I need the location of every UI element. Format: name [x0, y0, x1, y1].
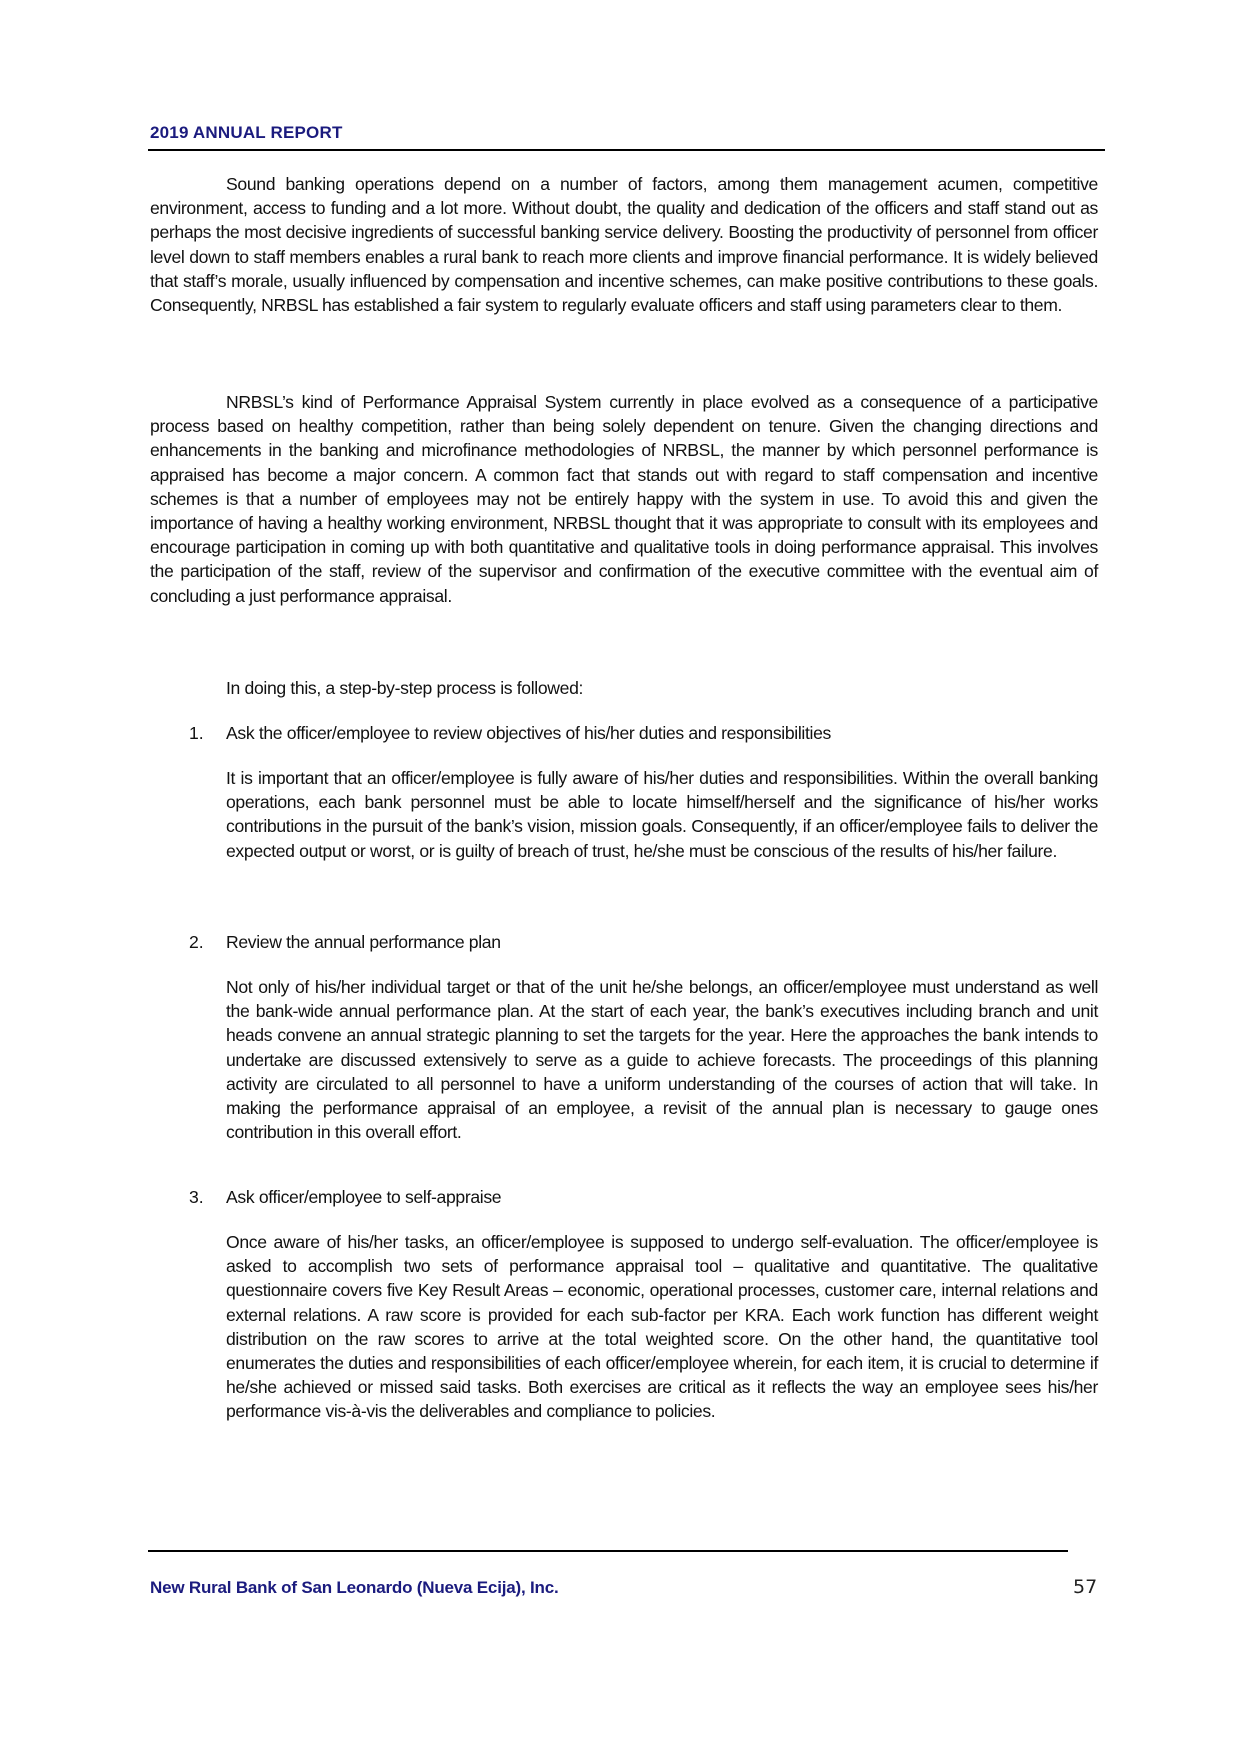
footer-organization-name: New Rural Bank of San Leonardo (Nueva Ecija), Inc.: [150, 1578, 559, 1597]
step-3-text: Once aware of his/her tasks, an officer/employee is supposed to undergo self-evaluation. The officer/employee is asked to accomplish two sets of performance appraisal tool – qualitative and quantitative. The qualitative questionnaire covers five Key Result Areas – economic, operational processes, customer care, internal relations and external relations. A raw score is provided for each sub-factor per KRA. Each work function has different weight distribution on the raw scores to arrive at the total weighted score. On the other hand, the quantitative tool enumerates the duties and responsibilities of each officer/employee wherein, for each item, it is crucial to determine if he/she achieved or missed said tasks. Both exercises are critical as it reflects the way an employee sees his/her performance vis-à-vis the deliverables and compliance to policies.: [226, 1232, 1098, 1422]
header-rule: [148, 149, 1105, 151]
step-3-heading: Ask officer/employee to self-appraise: [226, 1187, 502, 1207]
step-2-heading: Review the annual performance plan: [226, 932, 501, 952]
step-1-number: 1.: [189, 723, 204, 743]
page-number: 57: [1073, 1576, 1098, 1598]
running-header-title: 2019 ANNUAL REPORT: [150, 123, 343, 142]
step-3-number: 3.: [189, 1187, 204, 1207]
step-1-heading: Ask the officer/employee to review objectives of his/her duties and responsibilities: [226, 723, 831, 743]
step-2-number: 2.: [189, 932, 204, 952]
footer-rule: [148, 1550, 1068, 1552]
step-2-text: Not only of his/her individual target or that of the unit he/she belongs, an officer/employee must understand as well the bank-wide annual performance plan. At the start of each year, the bank’s executives including branch and unit heads convene an annual strategic planning to set the targets for the year. Here the approaches the bank intends to undertake are discussed extensively to serve as a guide to achieve forecasts. The proceedings of this planning activity are circulated to all personnel to have a uniform understanding of the courses of action that will take. In making the performance appraisal of an employee, a revisit of the annual plan is necessary to gauge ones contribution in this overall effort.: [226, 977, 1098, 1143]
paragraph-intro: Sound banking operations depend on a number of factors, among them management acumen, competitive environment, access to funding and a lot more. Without doubt, the quality and dedication of the officers and staff stand out as perhaps the most decisive ingredients of successful banking service delivery. Boosting the productivity of personnel from officer level down to staff members enables a rural bank to reach more clients and improve financial performance. It is widely believed that staff’s morale, usually influenced by compensation and incentive schemes, can make positive contributions to these goals. Consequently, NRBSL has established a fair system to regularly evaluate officers and staff using parameters clear to them.: [150, 174, 1098, 316]
paragraph-appraisal-system: NRBSL’s kind of Performance Appraisal System currently in place evolved as a consequence of a participative process based on healthy competition, rather than being solely dependent on tenure. Given the changing directions and enhancements in the banking and microfinance methodologies of NRBSL, the manner by which personnel performance is appraised has become a major concern. A common fact that stands out with regard to staff compensation and incentive schemes is that a number of employees may not be entirely happy with the system in use. To avoid this and given the importance of having a healthy working environment, NRBSL thought that it was appropriate to consult with its employees and encourage participation in coming up with both quantitative and qualitative tools in doing performance appraisal. This involves the participation of the staff, review of the supervisor and confirmation of the executive committee with the eventual aim of concluding a just performance appraisal.: [150, 392, 1098, 606]
paragraph-process-intro: In doing this, a step-by-step process is followed:: [226, 678, 584, 698]
step-1-text: It is important that an officer/employee is fully aware of his/her duties and responsibilities. Within the overall banking operations, each bank personnel must be able to locate himself/herself and the significance of his/her works contributions in the pursuit of the bank’s vision, mission goals. Consequently, if an officer/employee fails to deliver the expected output or worst, or is guilty of breach of trust, he/she must be conscious of the results of his/her failure.: [226, 768, 1098, 861]
